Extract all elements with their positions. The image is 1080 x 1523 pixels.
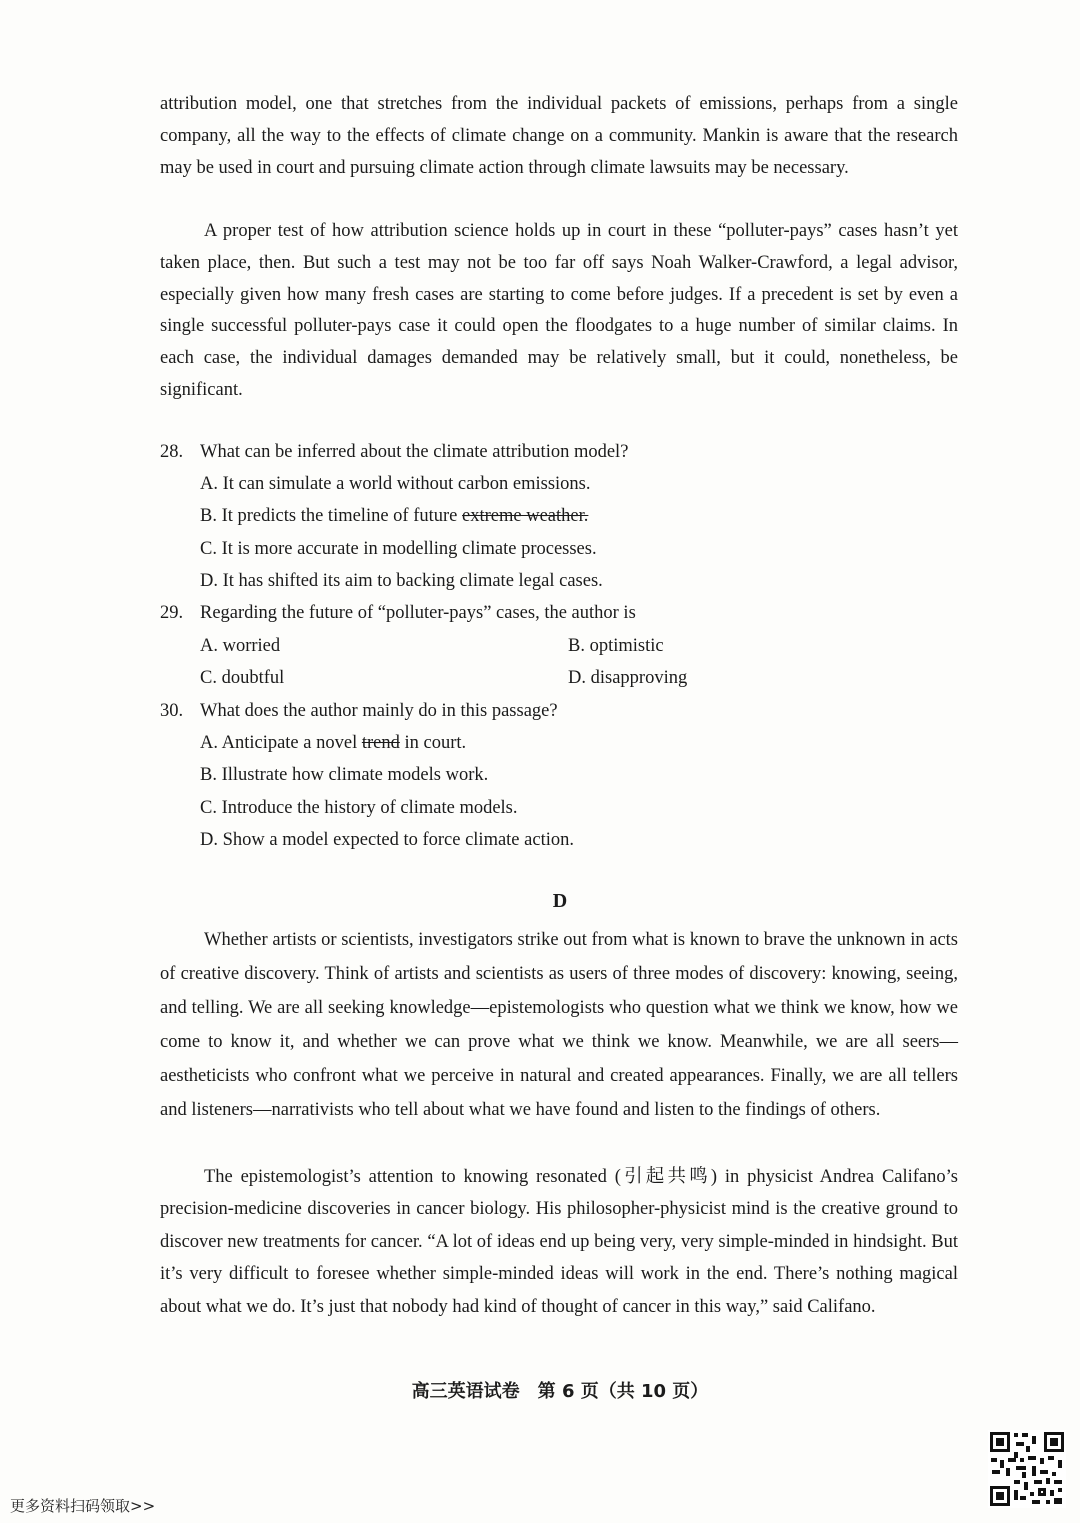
section-heading-d: D bbox=[552, 890, 568, 912]
page-footer: 高三英语试卷 第 6 页（共 10 页） bbox=[411, 1381, 709, 1402]
passage-c-paragraph-2: A proper test of how attribution science holds up in court in these “polluter-pays” cases hasn’t yet taken place, then. But such a test may not be too far off says Noah Walker-Crawford, a legal advisor, especially given how many fresh cases are starting to come before judges. If a precedent is set by even a single successful polluter-pays case it could open the floodgates to a huge number of similar claims. In each case, the individual damages demanded may be relatively small, but it could, nonetheless, be significant. bbox=[160, 221, 958, 400]
option-c[interactable]: C. Introduce the history of climate models. bbox=[200, 797, 518, 818]
question-stem: What can be inferred about the climate attribution model? bbox=[200, 442, 629, 462]
question-29 bbox=[160, 597, 958, 629]
option-b[interactable]: B. optimistic bbox=[568, 636, 664, 656]
option-a[interactable] bbox=[200, 727, 960, 759]
question-28 bbox=[160, 436, 958, 468]
question-number: 28. bbox=[160, 442, 184, 462]
option-a[interactable]: A. It can simulate a world without carbon emissions. bbox=[200, 474, 591, 494]
passage-d-paragraph-1: Whether artists or scientists, investigators strike out from what is known to brave the unknown in acts of creative discovery. Think of artists and scientists as users of three modes of discovery: knowing, seeing, and telling. We are all seeking knowledge—epistemologists who question what we think we know, how we come to know it, and whether we can prove what we think we know. Meanwhile, we are all seers—aestheticists who confront what we perceive in natural and created appearances. Finally, we are all tellers and listeners—narrativists who tell about what we have found and listen to the findings of others. bbox=[160, 930, 958, 1120]
option-d[interactable]: D. It has shifted its aim to backing climate legal cases. bbox=[200, 570, 603, 591]
question-28-options bbox=[200, 468, 960, 597]
option-c[interactable]: C. doubtful bbox=[200, 668, 285, 689]
question-stem: Regarding the future of “polluter-pays” cases, the author is bbox=[200, 603, 636, 623]
question-number: 29. bbox=[160, 603, 184, 623]
question-29-options bbox=[200, 630, 960, 695]
option-b[interactable]: B. Illustrate how climate models work. bbox=[200, 765, 489, 786]
option-c[interactable]: C. It is more accurate in modelling climate processes. bbox=[200, 538, 597, 559]
option-a[interactable]: A. worried bbox=[200, 636, 281, 656]
question-30-options bbox=[200, 727, 960, 856]
option-a-tail: in court. bbox=[399, 733, 467, 753]
question-30 bbox=[160, 695, 958, 727]
struck-text: trend bbox=[361, 733, 400, 753]
option-d[interactable]: D. disapproving bbox=[568, 668, 688, 689]
question-stem: What does the author mainly do in this passage? bbox=[200, 701, 558, 721]
question-number: 30. bbox=[160, 701, 184, 721]
option-a-text: A. Anticipate a novel bbox=[200, 733, 362, 753]
option-d[interactable]: D. Show a model expected to force climate action. bbox=[200, 829, 574, 850]
passage-d-paragraph-2: The epistemologist’s attention to knowing resonated (引起共鸣) in physicist Andrea Califano’s precision-medicine discoveries in cancer biology. His philosopher-physicist mind is the creative ground to discover new treatments for cancer. “A lot of ideas end up being very, very simple-minded in hindsight. But it’s very difficult to foresee whether simple-minded ideas will work in the end. There’s nothing magical about what we do. It’s just that nobody had kind of thought of cancer in this way,” said Califano. bbox=[160, 1167, 958, 1317]
option-b-text: B. It predicts the timeline of future bbox=[200, 506, 463, 527]
struck-text: extreme weather. bbox=[462, 506, 589, 527]
qr-code-icon[interactable] bbox=[988, 1430, 1066, 1508]
more-materials-link[interactable]: 更多资料扫码领取>> bbox=[10, 1497, 156, 1515]
option-b[interactable] bbox=[200, 500, 960, 532]
passage-c-paragraph-1: attribution model, one that stretches from the individual packets of emissions, perhaps from a single company, all the way to the effects of climate change on a community. Mankin is aware that the research may be used in court and pursuing climate action through climate lawsuits may be necessary. bbox=[160, 94, 958, 178]
